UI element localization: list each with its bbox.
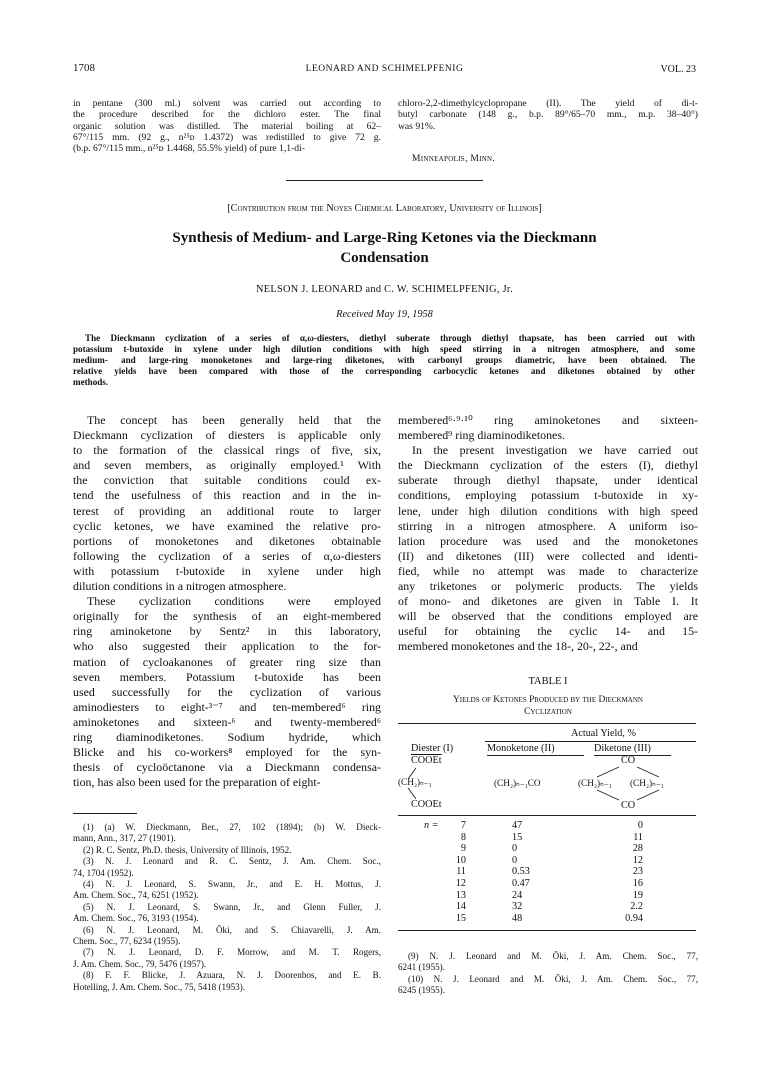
body-line: lene, under high dilution conditions with high speed — [398, 503, 698, 518]
body-left-column — [73, 413, 381, 790]
col-header-diketone: Diketone (III) — [594, 743, 651, 754]
body-line: tend the usefulness of this reaction and in the in- — [73, 488, 381, 503]
body-line: aminoketones and sixteen-⁶ and twenty-membered⁶ — [73, 714, 381, 729]
text-line: butyl carbonate (148 g., b.p. 89°/65–70 mm., m.p. 38–40°) — [398, 109, 698, 121]
body-line: cyclic ketones, we have examined the relative pro- — [73, 518, 381, 533]
text-line: (b.p. 67°/115 mm., n²⁵ᴅ 1.4468, 55.5% yield) of pure 1,1-di- — [73, 143, 305, 155]
table-caption — [398, 695, 698, 718]
table-cell-n: 10 — [455, 854, 466, 866]
text-line: chloro-2,2-dimethylcyclopropane (II). The yield of di-t- — [398, 98, 698, 109]
abstract-line: potassium t-butoxide in xylene under high dilution conditions with high speed stirring in a nitrogen atmosphere, and some — [73, 343, 695, 354]
table-cell-diketone: 2.2 — [630, 901, 643, 913]
footnotes-left — [73, 822, 381, 993]
footnote-rule — [73, 813, 137, 814]
body-line: The concept has been generally held that the — [87, 413, 381, 427]
table-cell-diketone: 28 — [632, 843, 643, 855]
volume-label: VOL. 23 — [660, 64, 696, 75]
diester-chain: (CH₂)ₙ₋₁ — [398, 777, 432, 787]
abstract-line: methods. — [73, 376, 109, 387]
footnote-line: (1) (a) W. Dieckmann, Ber., 27, 102 (1894); (b) W. Dieck- — [83, 822, 381, 832]
divider — [286, 180, 483, 181]
col-header-monoketone: Monoketone (II) — [487, 743, 555, 754]
table-cell-monoketone: 48 — [512, 912, 523, 924]
table-cell-n: 13 — [455, 889, 466, 901]
body-right-column — [398, 413, 698, 655]
body-line: originally for the synthesis of an eight-membered — [73, 609, 381, 624]
footnote-line: Am. Chem. Soc., 74, 6251 (1952). — [73, 890, 199, 901]
diketone-bottom: CO — [621, 800, 636, 811]
footnote-line: (2) R. C. Sentz, Ph.D. thesis, University of Illinois, 1952. — [83, 844, 292, 855]
table-caption-line-2: Cyclization — [524, 706, 572, 717]
table-cell-monoketone: 47 — [512, 820, 523, 831]
table-cell-monoketone: 0 — [512, 843, 518, 855]
location: Minneapolis, Minn. — [412, 154, 496, 164]
body-line: who also suggested their application to the for- — [73, 639, 381, 654]
table-col-n — [452, 820, 466, 924]
body-line: Blicke and his co-workers⁸ employed for the syn- — [73, 745, 381, 760]
footnote-line: mann, Ann., 317, 27 (1901). — [73, 833, 176, 844]
table-group-header: Actual Yield, % — [571, 728, 636, 739]
body-line: tion, has also been used for the preparation of eight- — [73, 775, 321, 790]
body-line: In the present investigation we have carried out — [412, 443, 698, 458]
body-line: will be observed that the conditions employed are — [398, 609, 698, 624]
footnote-line: (5) N. J. Leonard, S. Swann, Jr., and Glenn Fuller, J. — [83, 901, 381, 912]
diester-bottom: COOEt — [411, 799, 442, 810]
title-line-1: Synthesis of Medium- and Large-Ring Ketones via the Dieckmann — [172, 230, 597, 246]
abstract — [73, 333, 695, 388]
underline-monoketone — [487, 755, 584, 756]
table-cell-monoketone: 0 — [512, 854, 518, 866]
body-line: membered⁶·⁹·¹⁰ ring aminoketones and sixteen- — [398, 413, 698, 427]
table-group-rule — [485, 741, 696, 742]
table-cell-monoketone: 15 — [512, 831, 523, 843]
footnote-line: (9) N. J. Leonard and M. Ōki, J. Am. Chem. Soc., 77, — [408, 951, 698, 961]
abstract-line: relative yields have been compared with those of the corresponding carbocyclic ketones and diketones obtained by other — [73, 365, 695, 376]
diketone-top: CO — [621, 755, 636, 766]
body-line: dilution conditions in a nitrogen atmosphere. — [73, 579, 287, 594]
running-head-authors: LEONARD AND SCHIMELPFENIG — [305, 64, 464, 74]
body-line: with potassium t-butoxide in xylene under high — [73, 563, 381, 578]
table-cell-monoketone: 0.53 — [512, 866, 530, 878]
n-label: n = — [424, 820, 439, 831]
body-line: the conviction that suitable conditions could ex- — [73, 473, 381, 488]
diester-bonds — [400, 766, 440, 802]
body-line: used successfully for the cyclization of various — [73, 684, 381, 699]
body-line: membered monoketones and the 18-, 20-, 22-, and — [398, 639, 638, 654]
table-cell-n: 7 — [460, 820, 466, 831]
table-cell-n: 14 — [455, 901, 466, 913]
table-top-rule — [398, 723, 696, 724]
table-cell-diketone: 19 — [632, 889, 643, 901]
body-line: mation of cycloakanones of greater ring size than — [73, 654, 381, 669]
footnote-line: Am. Chem. Soc., 76, 3193 (1954). — [73, 913, 199, 924]
body-line: suberate through diethyl thapsate, under identical — [398, 473, 698, 488]
body-line: the Dieckmann cyclization of the esters (I), diethyl — [398, 458, 698, 473]
body-line: seven members. Potassium t-butoxide has been — [73, 669, 381, 684]
body-line: These cyclization conditions were employed — [87, 594, 381, 609]
text-line: 67°/115 mm. (92 g., n²⁵ᴅ 1.4372) was redistilled to give 72 g. — [73, 131, 381, 143]
table-cell-monoketone: 24 — [512, 889, 523, 901]
title-line-2: Condensation — [340, 250, 429, 266]
table-cell-diketone: 23 — [632, 866, 643, 878]
table-cell-diketone: 11 — [633, 831, 643, 843]
footnote-line: (8) F. F. Blicke, J. Azuara, N. J. Doorenbos, and E. B. — [83, 970, 381, 981]
table-cell-monoketone: 32 — [512, 901, 523, 913]
table-col-di — [603, 820, 643, 924]
body-line: terest of providing an additional route to larger — [73, 503, 381, 518]
abstract-line: medium- and large-ring monoketones and large-ring diketones, with carbonyl groups diametric, have been obtained. The — [73, 354, 695, 365]
body-line: and seven members, as originally employed.¹ With — [73, 458, 381, 473]
footnote-line: (3) N. J. Leonard and R. C. Sentz, J. Am. Chem. Soc., — [83, 856, 381, 867]
table-cell-diketone: 0 — [637, 820, 643, 831]
body-line: ring diaminodiketones. Sodium hydride, which — [73, 729, 381, 744]
footnote-line: Hotelling, J. Am. Chem. Soc., 75, 5418 (1953). — [73, 981, 246, 992]
body-line: Dieckmann cyclization of diesters is applicable only — [73, 428, 381, 443]
body-line: conditions, employing potassium t-butoxide in xy- — [398, 488, 698, 503]
footnote-line: 6245 (1955). — [398, 985, 445, 996]
diester-top: COOEt — [411, 755, 442, 766]
table-cell-monoketone: 0.47 — [512, 877, 530, 889]
table-cell-n: 11 — [456, 866, 466, 878]
body-line: membered⁹ ring diaminodiketones. — [398, 428, 565, 443]
footnote-line: 6241 (1955). — [398, 962, 445, 973]
table-col-mono — [512, 820, 530, 924]
table-cell-n: 8 — [460, 831, 466, 843]
body-line: stirring in a nitrogen atmosphere. A uniform iso- — [398, 518, 698, 533]
footnote-line: (7) N. J. Leonard, D. F. Morrow, and M. T. Rogers, — [83, 947, 381, 958]
contribution-line: [Contribution from the Noyes Chemical Laboratory, University of Illinois] — [227, 203, 542, 214]
table-caption-line-1: Yields of Ketones Produced by the Dieckmann — [453, 695, 643, 705]
body-line: (II) and diketones (III) were collected and identi- — [398, 548, 698, 563]
monoketone-formula: (CH₂)ₙ₋₁CO — [494, 778, 541, 788]
prev-article-right — [398, 98, 698, 132]
diketone-chain-right: (CH₂)ₙ₋₁ — [630, 778, 664, 788]
text-line: was 91%. — [398, 120, 436, 132]
table-bottom-rule — [398, 930, 696, 931]
body-line: aminodiesters to eight-³⁻⁷ and ten-membered⁶ ring — [73, 699, 381, 714]
footnote-line: 74, 1704 (1952). — [73, 867, 134, 878]
body-line: useful for obtaining the cyclic 14- and 15- — [398, 624, 698, 639]
footnote-line: (6) N. J. Leonard, M. Ōki, and S. Chiavarelli, J. Am. — [83, 924, 381, 935]
prev-article-left — [73, 98, 381, 154]
text-line: in pentane (300 ml.) solvent was carried out according to — [73, 98, 381, 109]
table-cell-n: 12 — [455, 877, 466, 889]
received-date: Received May 19, 1958 — [336, 309, 433, 320]
footnote-line: (4) N. J. Leonard, S. Swann, Jr., and E. H. Mottus, J. — [83, 879, 381, 890]
footnote-line: J. Am. Chem. Soc., 79, 5476 (1957). — [73, 958, 207, 969]
body-line: of mono- and diketones are given in Table I. It — [398, 594, 698, 609]
table-cell-n: 9 — [460, 843, 466, 855]
abstract-line: The Dieckmann cyclization of a series of α,ω-diesters, diethyl suberate through diethyl thapsate, has been carried out with — [85, 333, 695, 343]
diketone-bonds — [585, 764, 675, 804]
page-number: 1708 — [73, 62, 95, 74]
body-line: any triketones or polymeric products. The yields — [398, 579, 698, 594]
text-line: the procedure described for the dichloro ester. The final — [73, 109, 381, 121]
col-header-diester: Diester (I) — [411, 743, 454, 754]
body-line: thesis of cycloöctanone via a Dieckmann condensa- — [73, 760, 381, 775]
text-line: organic solution was distilled. The material boiling at 62– — [73, 120, 381, 132]
article-title — [0, 228, 769, 268]
body-line: fied, while no attempt was made to characterize — [398, 563, 698, 578]
table-header-rule — [398, 815, 696, 816]
table-cell-n: 15 — [455, 912, 466, 924]
body-line: ring aminoketone by Sentz² in this laboratory, — [73, 624, 381, 639]
body-line: following the cyclization of a series of α,ω-diesters — [73, 548, 381, 563]
diketone-chain-left: (CH₂)ₙ₋₁ — [578, 778, 612, 788]
body-line: to the formation of the classical rings of five, six, — [73, 443, 381, 458]
table-cell-diketone: 12 — [632, 854, 643, 866]
body-line: portions of monoketones and diketones obtainable — [73, 533, 381, 548]
table-label: TABLE I — [528, 676, 568, 687]
body-line: lation procedure was used and the monoketones — [398, 533, 698, 548]
footnote-line: Chem. Soc., 77, 6234 (1955). — [73, 936, 181, 947]
table-cell-diketone: 16 — [632, 877, 643, 889]
footnotes-right — [398, 951, 698, 997]
footnote-line: (10) N. J. Leonard and M. Ōki, J. Am. Chem. Soc., 77, — [408, 973, 698, 984]
table-cell-diketone: 0.94 — [625, 912, 643, 924]
authors: NELSON J. LEONARD and C. W. SCHIMELPFENIG, Jr. — [256, 284, 513, 295]
